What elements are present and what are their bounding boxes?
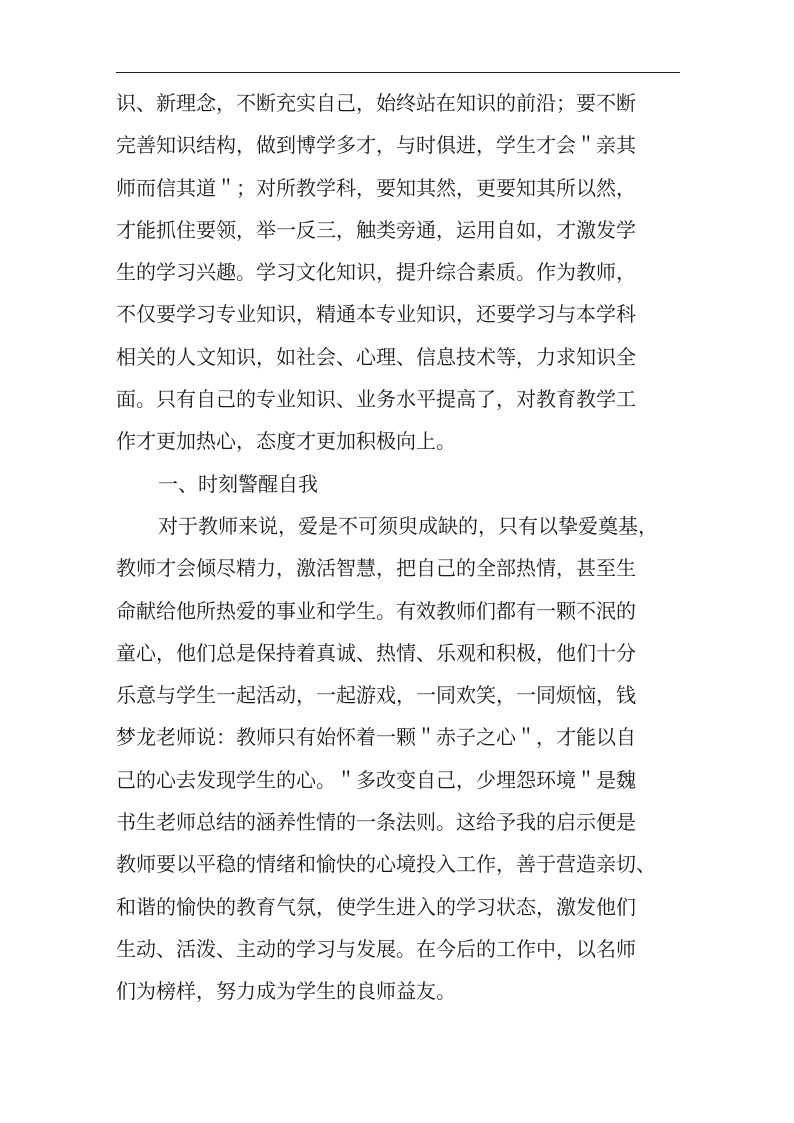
- text-line: 不仅要学习专业知识，精通本专业知识，还要学习与本学科: [116, 302, 636, 327]
- text-line: 对于教师来说，爱是不可须臾成缺的，只有以挚爱奠基，: [158, 513, 658, 538]
- text-line: 教师才会倾尽精力，激活智慧，把自己的全部热情，甚至生: [116, 556, 636, 581]
- text-line: 书生老师总结的涵养性情的一条法则。这给予我的启示便是: [116, 810, 636, 835]
- text-line: 一、时刻警醒自我: [158, 471, 318, 496]
- text-line: 作才更加热心，态度才更加积极向上。: [116, 429, 456, 454]
- text-line: 和谐的愉快的教育气氛，使学生进入的学习状态，激发他们: [116, 894, 636, 919]
- header-rule: [116, 72, 680, 73]
- text-line: 己的心去发现学生的心。＂多改变自己，少埋怨环境＂是魏: [116, 767, 636, 792]
- text-line: 乐意与学生一起活动，一起游戏，一同欢笑，一同烦恼，钱: [116, 683, 636, 708]
- text-line: 生动、活泼、主动的学习与发展。在今后的工作中，以名师: [116, 936, 636, 961]
- text-line: 相关的人文知识，如社会、心理、信息技术等，力求知识全: [116, 344, 636, 369]
- text-line: 识、新理念，不断充实自己，始终站在知识的前沿；要不断: [116, 91, 636, 115]
- text-line: 完善知识结构，做到博学多才，与时俱进，学生才会＂亲其: [116, 133, 636, 158]
- text-line: 面。只有自己的专业知识、业务水平提高了，对教育教学工: [116, 387, 636, 412]
- text-line: 童心，他们总是保持着真诚、热情、乐观和积极，他们十分: [116, 640, 636, 665]
- text-line: 才能抓住要领，举一反三，触类旁通，运用自如，才激发学: [116, 217, 636, 242]
- text-line: 命献给他所热爱的事业和学生。有效教师们都有一颗不泯的: [116, 598, 636, 623]
- text-line: 师而信其道＂；对所教学科，要知其然，更要知其所以然，: [116, 175, 636, 200]
- text-line: 生的学习兴趣。学习文化知识，提升综合素质。作为教师，: [116, 260, 636, 285]
- document-body: [116, 82, 686, 1013]
- text-line: 们为榜样，努力成为学生的良师益友。: [116, 979, 456, 1004]
- text-line: 教师要以平稳的情绪和愉快的心境投入工作，善于营造亲切、: [116, 852, 656, 877]
- text-line: 梦龙老师说：教师只有始怀着一颗＂赤子之心＂，才能以自: [116, 725, 636, 750]
